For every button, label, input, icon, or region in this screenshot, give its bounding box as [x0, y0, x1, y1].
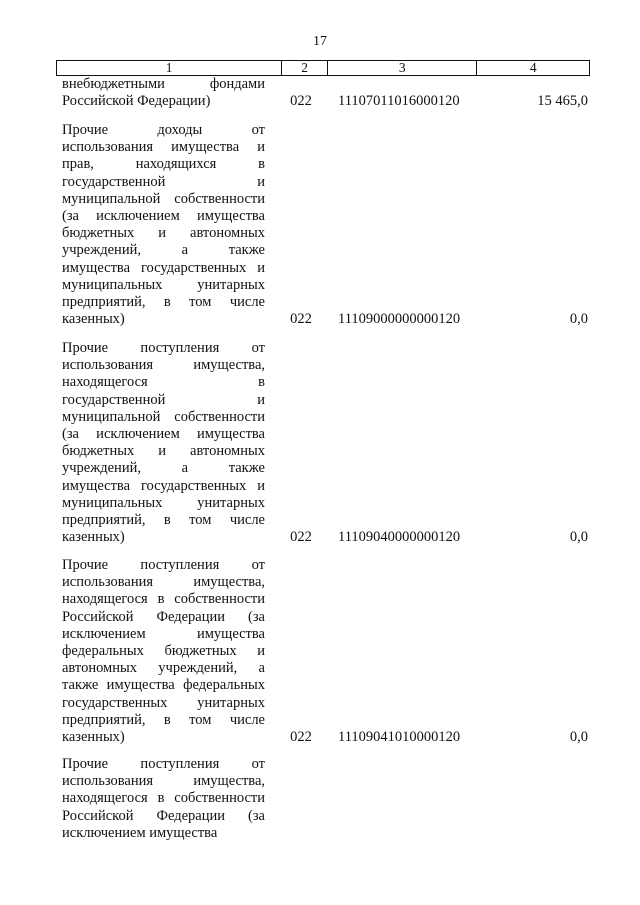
description-line: бюджетных и автономных — [62, 443, 265, 460]
row-description — [62, 340, 265, 546]
description-line: имущества государственных и — [62, 477, 265, 494]
description-line: муниципальной собственности — [62, 408, 265, 425]
description-line: Российской Федерации (за — [62, 608, 265, 625]
page-number: 17 — [313, 34, 327, 49]
description-line: государственной и — [62, 391, 265, 408]
description-line: предприятий, в том числе — [62, 512, 265, 529]
row-amount: 15 465,0 — [537, 93, 588, 110]
description-line: предприятий, в том числе — [62, 711, 265, 728]
description-line: казенных) — [62, 729, 125, 746]
row-kbk-code: 11109000000000120 — [338, 311, 461, 328]
description-line: Российской Федерации) — [62, 93, 211, 110]
row-kbk-code: 11107011016000120 — [338, 93, 460, 110]
description-line: также имущества федеральных — [62, 677, 265, 694]
description-line: Прочие поступления от — [62, 557, 265, 573]
row-amount: 0,0 — [569, 529, 588, 546]
description-line: учреждений, а также — [62, 460, 265, 477]
description-line: предприятий, в том числе — [62, 294, 265, 311]
row-code: 022 — [290, 93, 312, 110]
row-kbk-code: 11109041010000120 — [338, 729, 461, 745]
header-col-1: 1 — [57, 61, 282, 75]
description-line: Прочие поступления от — [62, 756, 265, 772]
header-col-2: 2 — [282, 61, 328, 75]
description-line: государственных унитарных — [62, 694, 265, 711]
description-line: муниципальной собственности — [62, 190, 265, 207]
description-line: находящегося в собственности — [62, 790, 265, 807]
row-code: 022 — [290, 529, 312, 546]
description-line: автономных учреждений, а — [62, 660, 265, 677]
row-code: 022 — [290, 311, 312, 328]
description-line: государственной и — [62, 173, 265, 190]
description-line: использования имущества, — [62, 574, 265, 591]
description-line: (за исключением имущества — [62, 426, 265, 443]
description-line: бюджетных и автономных — [62, 225, 265, 242]
description-line: федеральных бюджетных и — [62, 643, 265, 660]
description-line: учреждений, а также — [62, 242, 265, 259]
description-line: использования имущества и — [62, 139, 265, 156]
description-line: находящегося в — [62, 374, 265, 391]
table-header — [56, 60, 590, 76]
description-line: исключением имущества — [62, 824, 218, 841]
description-line: муниципальных унитарных — [62, 276, 265, 293]
description-line: прав, находящихся в — [62, 156, 265, 173]
description-line: использования имущества, — [62, 357, 265, 374]
description-line: Прочие поступления от — [62, 340, 265, 356]
row-description — [62, 756, 265, 842]
description-line: внебюджетными фондами — [62, 76, 265, 92]
description-line: Российской Федерации (за — [62, 807, 265, 824]
description-line: казенных) — [62, 311, 125, 328]
row-description — [62, 557, 265, 746]
row-amount: 0,0 — [569, 729, 588, 745]
description-line: использования имущества, — [62, 773, 265, 790]
row-code: 022 — [290, 729, 312, 745]
description-line: (за исключением имущества — [62, 208, 265, 225]
description-line: муниципальных унитарных — [62, 494, 265, 511]
description-line: Прочие доходы от — [62, 122, 265, 138]
row-kbk-code: 11109040000000120 — [338, 529, 461, 546]
row-description — [62, 122, 265, 328]
header-col-4: 4 — [529, 60, 537, 75]
row-amount: 0,0 — [569, 311, 588, 328]
header-col-3: 3 — [328, 61, 477, 75]
row-description — [62, 76, 265, 110]
description-line: имущества государственных и — [62, 259, 265, 276]
description-line: находящегося в собственности — [62, 591, 265, 608]
description-line: казенных) — [62, 529, 125, 546]
description-line: исключением имущества — [62, 625, 265, 642]
